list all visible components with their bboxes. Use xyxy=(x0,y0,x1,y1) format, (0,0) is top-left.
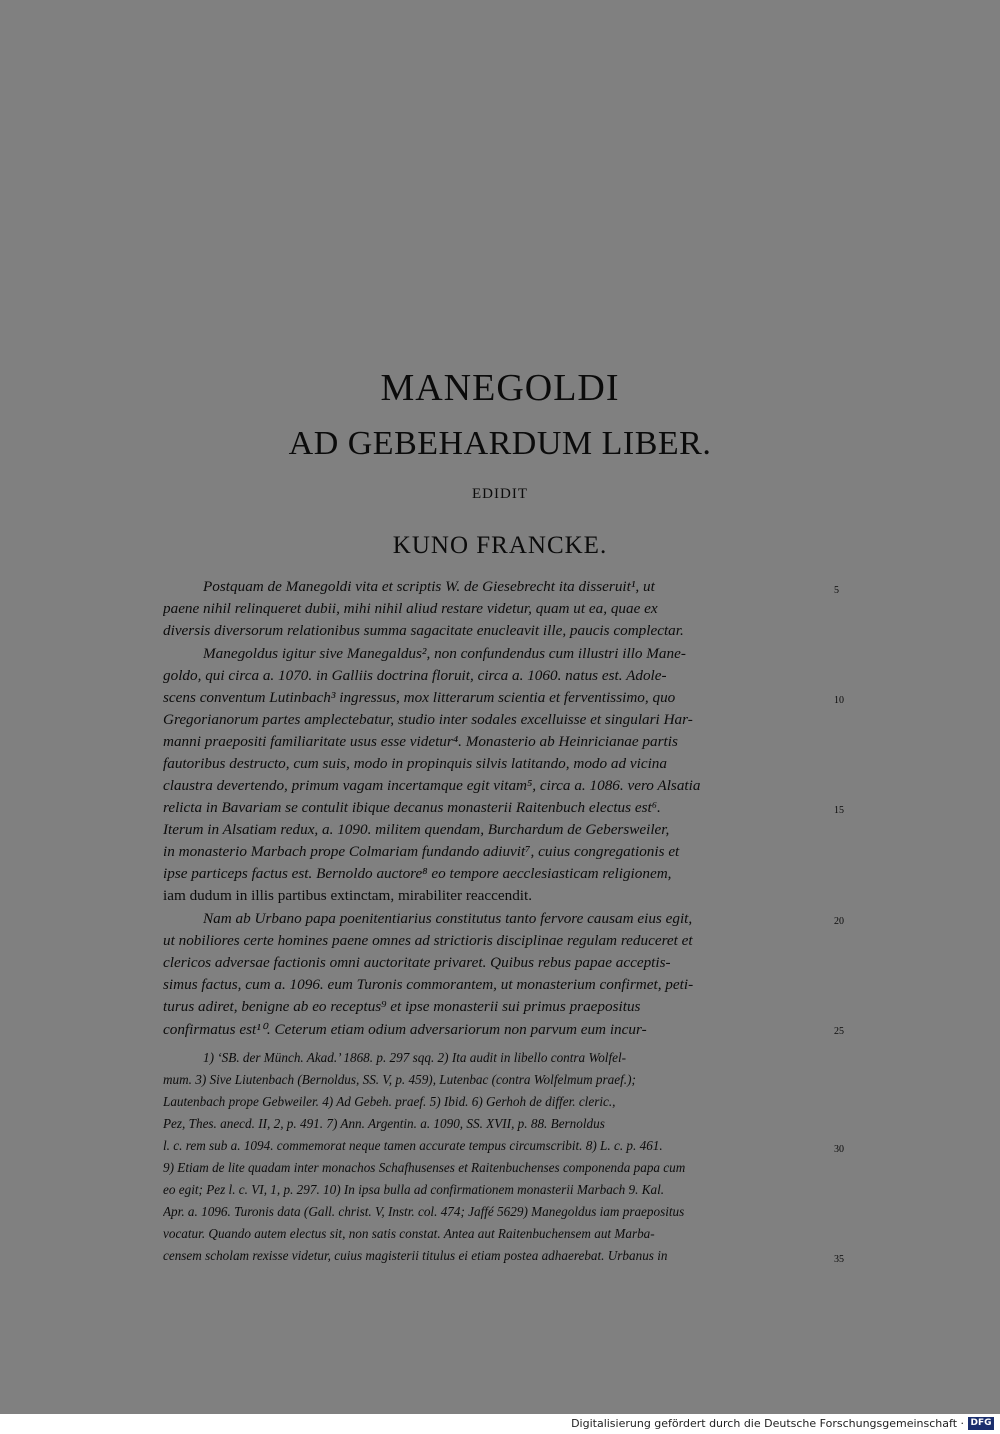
footnote-line: vocatur. Quando autem electus sit, non satis constat. Antea aut Raitenbuchensem aut Marba- xyxy=(163,1226,655,1241)
footnote-line: eo egit; Pez l. c. VI, 1, p. 297. 10) In ipsa bulla ad confirmationem monasterii Marbach 9. Kal. xyxy=(163,1182,665,1197)
body-line: clericos adversae factionis omni auctoritate privaret. Quibus rebus papae acceptis- xyxy=(163,954,671,971)
footnote-line: 1) ‘SB. der Münch. Akad.’ 1868. p. 297 sqq. 2) Ita audit in libello contra Wolfel- xyxy=(203,1050,627,1065)
footnote-line: mum. 3) Sive Liutenbach (Bernoldus, SS. V, p. 459), Lutenbac (contra Wolfelmum praef.); xyxy=(163,1072,636,1087)
edidit-label: EDIDIT xyxy=(472,486,528,502)
body-line: Gregorianorum partes amplectebatur, studio inter sodales excelluisse et singulari Har- xyxy=(163,711,693,728)
line-number: 30 xyxy=(834,1144,844,1155)
body-line: paene nihil relinqueret dubii, mihi nihil aliud restare videtur, quam ut ea, quae ex xyxy=(163,600,658,617)
line-number: 15 xyxy=(834,805,844,816)
footnote-line: Apr. a. 1096. Turonis data (Gall. christ. V, Instr. col. 474; Jaffé 5629) Manegoldus iam praepositus xyxy=(163,1204,685,1219)
funding-credit: Digitalisierung gefördert durch die Deutsche Forschungsgemeinschaft · xyxy=(571,1417,964,1430)
body-line: claustra devertendo, primum vagam incertamque egit vitam⁵, circa a. 1086. vero Alsatia xyxy=(163,777,701,794)
body-line: Nam ab Urbano papa poenitentiarius constitutus tanto fervore causam eius egit, xyxy=(203,910,693,927)
line-number: 5 xyxy=(834,585,839,596)
line-number: 25 xyxy=(834,1026,844,1037)
body-line: Iterum in Alsatiam redux, a. 1090. militem quendam, Burchardum de Gebersweiler, xyxy=(163,821,670,838)
footnote-line: Pez, Thes. anecd. II, 2, p. 491. 7) Ann. Argentin. a. 1090, SS. XVII, p. 88. Bernoldus xyxy=(163,1116,605,1131)
body-line: goldo, qui circa a. 1070. in Galliis doctrina floruit, circa a. 1060. natus est. Adole- xyxy=(163,667,667,684)
body-line: iam dudum in illis partibus extinctam, mirabiliter reaccendit. xyxy=(163,887,533,904)
dfg-logo-icon[interactable]: DFG xyxy=(968,1417,994,1430)
document-subtitle: AD GEBEHARDUM LIBER. xyxy=(288,425,712,462)
body-line: fautoribus destructo, cum suis, modo in propinquis silvis latitando, modo ad vicina xyxy=(163,755,667,772)
body-line: relicta in Bavariam se contulit ibique decanus monasterii Raitenbuch electus est⁶. xyxy=(163,799,661,816)
body-line: scens conventum Lutinbach³ ingressus, mox litterarum scientia et ferventissimo, quo xyxy=(163,689,676,706)
line-number: 20 xyxy=(834,916,844,927)
body-line: turus adiret, benigne ab eo receptus⁹ et ipse monasterii sui primus praepositus xyxy=(163,998,641,1015)
body-line: ipse particeps factus est. Bernoldo auctore⁸ eo tempore aecclesiasticam religionem, xyxy=(163,865,672,882)
line-number: 35 xyxy=(834,1254,844,1265)
document-title: MANEGOLDI xyxy=(380,367,620,409)
line-number: 10 xyxy=(834,695,844,706)
body-line: ut nobiliores certe homines paene omnes ad strictioris disciplinae regulam reduceret et xyxy=(163,932,693,949)
body-line: Postquam de Manegoldi vita et scriptis W. de Giesebrecht ita disseruit¹, ut xyxy=(203,578,655,595)
footnote-line: Lautenbach prope Gebweiler. 4) Ad Gebeh. praef. 5) Ibid. 6) Gerhoh de differ. cleric., xyxy=(163,1094,616,1109)
editor-name: KUNO FRANCKE. xyxy=(392,532,608,559)
body-line: simus factus, cum a. 1096. eum Turonis commorantem, ut monasterium confirmet, peti- xyxy=(163,976,694,993)
body-line: Manegoldus igitur sive Manegaldus², non confundendus cum illustri illo Mane- xyxy=(203,645,686,662)
body-line: in monasterio Marbach prope Colmariam fundando adiuvit⁷, cuius congregationis et xyxy=(163,843,680,860)
body-line: manni praepositi familiaritate usus esse videtur⁴. Monasterio ab Heinricianae partis xyxy=(163,733,678,750)
body-line: diversis diversorum relationibus summa sagacitate enucleavit ille, paucis complectar. xyxy=(163,622,684,639)
footer-bar xyxy=(0,1414,1000,1434)
body-line: confirmatus est¹⁰. Ceterum etiam odium adversariorum non parvum eum incur- xyxy=(163,1021,647,1038)
footnote-line: censem scholam rexisse videtur, cuius magisterii titulus ei etiam postea adhaerebat. Urbanus in xyxy=(163,1248,668,1263)
footnote-line: l. c. rem sub a. 1094. commemorat neque tamen accurate tempus circumscribit. 8) L. c. p. 461. xyxy=(163,1138,663,1153)
footnote-line: 9) Etiam de lite quadam inter monachos Schafhusenses et Raitenbuchenses componenda papa cum xyxy=(163,1160,686,1175)
